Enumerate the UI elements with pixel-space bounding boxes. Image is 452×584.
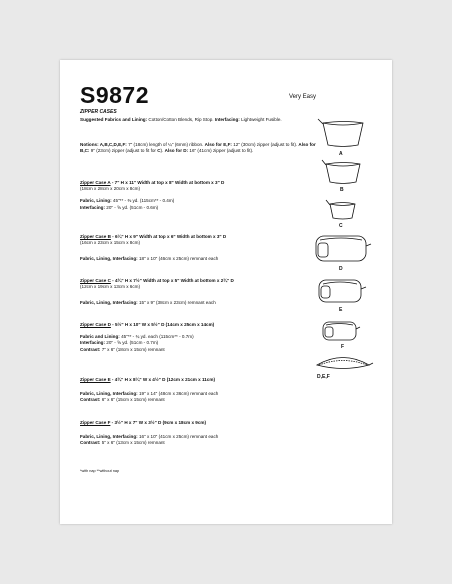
case-d-illustration [316, 236, 371, 261]
case-a-illustration [318, 119, 363, 147]
case-c-info: Zipper Case C - 4¾" H x 7½" Width at top x 5" Width at bottom x 2¾" D (12cm x 19cm x 13cm x 6cm) Fabric, Lining, Interfacing: 15" x 9" (38cm x 23cm) remnant each [80, 278, 234, 306]
case-b-illustration [322, 160, 360, 184]
case-e-illustration [319, 280, 366, 302]
illustration-label-c: C [339, 223, 343, 229]
pattern-subtitle: ZIPPER CASES [80, 109, 117, 115]
illustration-label-e: E [339, 307, 343, 313]
case-f-illustration [323, 322, 360, 340]
suggested-fabrics: Suggested Fabrics and Lining: Cotton/Cotton Blends, Rip Stop. Interfacing: Lightweight Fusible. [80, 117, 282, 122]
case-illustrations [60, 60, 392, 524]
illustration-label-b: B [340, 187, 344, 193]
illustration-label-f: F [341, 344, 345, 350]
difficulty-label: Very Easy [289, 94, 317, 100]
case-b-info: Zipper Case B - 6¼" H x 9" Width at top x 6" Width at bottom x 3" D (16cm x 23cm x 15cm x 8cm) Fabric, Lining, Interfacing: 18" x 10" (46cm x 25cm) remnant each [80, 234, 227, 262]
pattern-number: S9872 [80, 82, 150, 108]
illustration-label-a: A [339, 151, 343, 157]
case-f-info: Zipper Case F - 3½" H x 7" W x 3½" D (9cm x 18cm x 9cm) Fabric, Lining, Interfacing: 16" x 10" (41cm x 25cm) remnant each Contrast: 5" x 6" (13cm x 15cm) remnant [80, 420, 219, 446]
case-a-info: Zipper Case A - 7" H x 11" Width at top x 8" Width at bottom x 3" D (18cm x 28cm x 20cm x 8cm) Fabric, Lining: 45"** - ⅜ yd. (115cm** - 0.4m) Interfacing: 20" - ⅝ yd. (51cm - 0.6m) [80, 180, 225, 210]
case-c-illustration [326, 200, 355, 219]
nap-footnote: *with nap **without nap [80, 469, 120, 473]
illustration-label-def: D,E,F [317, 374, 330, 380]
pattern-envelope-back [60, 60, 392, 524]
case-e-info: Zipper Case E - 4¾" H x 8¼" W x 4½" D (12cm x 21cm x 11cm) Fabric, Lining, Interfacing: 19" x 14" (48cm x 36cm) remnant each Contrast: 6" x 6" (15cm x 15cm) remnant [80, 377, 219, 403]
case-def-flat-illustration [317, 358, 373, 369]
illustration-label-d: D [339, 266, 343, 272]
notions: Notions: A,B,C,D,E,F: 7" (18cm) length of ¼" (6mm) ribbon. Also for E,F: 12" (30cm) zipper (adjust to fit). Also for B,C: 9" (23cm) zipper (adjust to fit for C). Also for D: 16" (41cm) zipper (adjust to fit). [80, 142, 316, 154]
case-d-info: Zipper Case D - 5½" H x 10" W x 5½" D (14cm x 25cm x 14cm) Fabric and Lining: 45"** - ¾ yd. each (115cm** - 0.7m) Interfacing: 20" - ⅝ yd. (51cm - 0.7m) Contrast: 7" x 6" (18cm x 15cm) remnant [80, 322, 215, 352]
